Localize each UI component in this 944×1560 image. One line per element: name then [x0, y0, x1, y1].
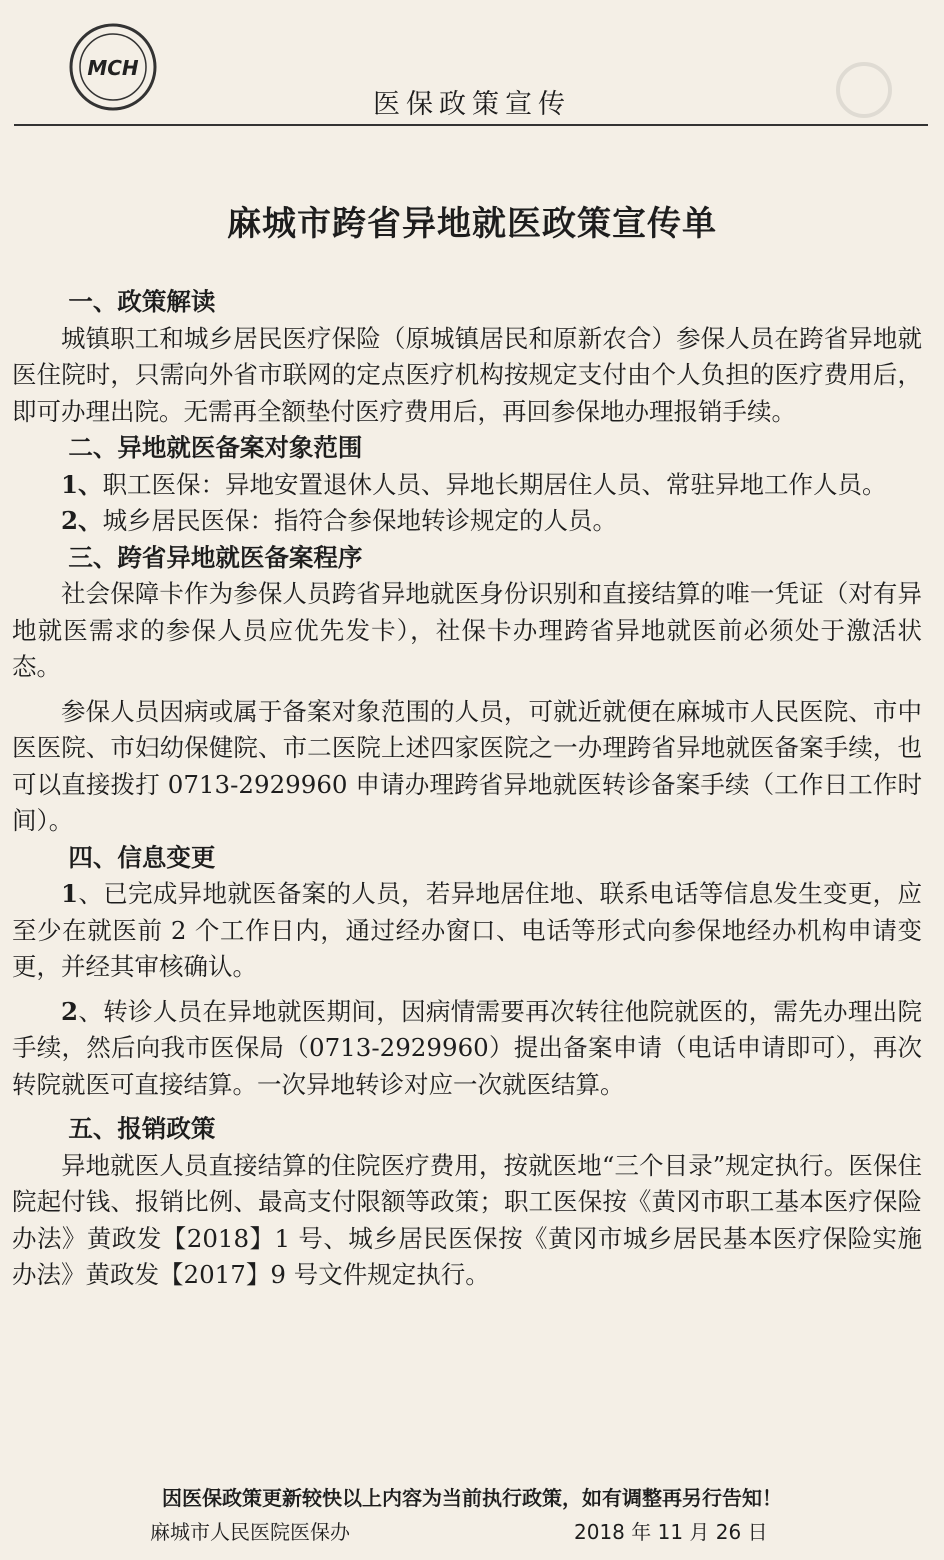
section-heading: 五、报销政策 [68, 1114, 216, 1143]
item-label: 职工医保 [102, 469, 201, 499]
item-label: 城乡居民医保 [102, 506, 250, 535]
item-lead: 2 [61, 996, 79, 1026]
list-item [12, 503, 922, 540]
footer-date: 2018 年 11 月 26 日 [574, 1520, 768, 1544]
item-text: 、已完成异地就医备案的人员，若异地居住地、联系电话等信息发生变更，应至少在就医前 2 个工作日内，通过经办窗口、电话等形式向参保地经办机构申请变更，并经其审核确认。 [12, 879, 922, 981]
list-item [12, 994, 922, 1104]
item-text: ：指符合参保地转诊规定的人员。 [249, 506, 618, 535]
document-title: 麻城市跨省异地就医政策宣传单 [227, 204, 717, 244]
logo-text: MCH [87, 56, 139, 80]
paragraph: 异地就医人员直接结算的住院医疗费用，按就医地“三个目录”规定执行。医保住院起付钱、报销比例、最高支付限额等政策；职工医保按《黄冈市职工基本医疗保险办法》黄政发【2018】1 号、城乡居民医保按《黄冈市城乡居民基本医疗保险实施办法》黄政发【2017】9 号文件规定执行。 [12, 1150, 922, 1289]
item-text: ：异地安置退休人员、异地长期居住人员、常驻异地工作人员。 [200, 469, 887, 499]
section-heading: 三、跨省异地就医备案程序 [68, 542, 363, 572]
list-item [12, 467, 922, 504]
header-title: 医保政策宣传 [373, 89, 571, 120]
paragraph: 城镇职工和城乡居民医疗保险（原城镇居民和原新农合）参保人员在跨省异地就医住院时，只需向外省市联网的定点医疗机构按规定支付由个人负担的医疗费用后，即可办理出院。无需再全额垫付医疗费用后，再回参保地办理报销手续。 [12, 323, 922, 426]
header-divider [14, 124, 928, 126]
footer-note: 因医保政策更新较快以上内容为当前执行政策，如有调整再另行告知！ [162, 1486, 782, 1510]
document-body [12, 284, 922, 1294]
paragraph: 参保人员因病或属于备案对象范围的人员，可就近就便在麻城市人民医院、市中医医院、市妇幼保健院、市二医院上述四家医院之一办理跨省异地就医备案手续，也可以直接拨打 0713-2929960 申请办理跨省异地就医转诊备案手续（工作日工作时间）。 [12, 696, 922, 835]
section-heading: 二、异地就医备案对象范围 [68, 433, 363, 462]
section-heading: 四、信息变更 [68, 842, 216, 872]
paragraph: 社会保障卡作为参保人员跨省异地就医身份识别和直接结算的唯一凭证（对有异地就医需求的参保人员应优先发卡），社保卡办理跨省异地就医前必须处于激活状态。 [12, 579, 922, 681]
item-lead: 2、 [61, 506, 103, 535]
footer-signature: 麻城市人民医院医保办 [150, 1520, 350, 1544]
item-lead: 1、 [61, 469, 103, 499]
list-item [12, 876, 922, 986]
item-lead: 1 [61, 879, 79, 908]
section-heading: 一、政策解读 [68, 287, 216, 316]
item-text: 、转诊人员在异地就医期间，因病情需要再次转往他院就医的，需先办理出院手续，然后向我市医保局（0713-2929960）提出备案申请（电话申请即可），再次转院就医可直接结算。一次异地转诊对应一次就医结算。 [12, 996, 922, 1099]
